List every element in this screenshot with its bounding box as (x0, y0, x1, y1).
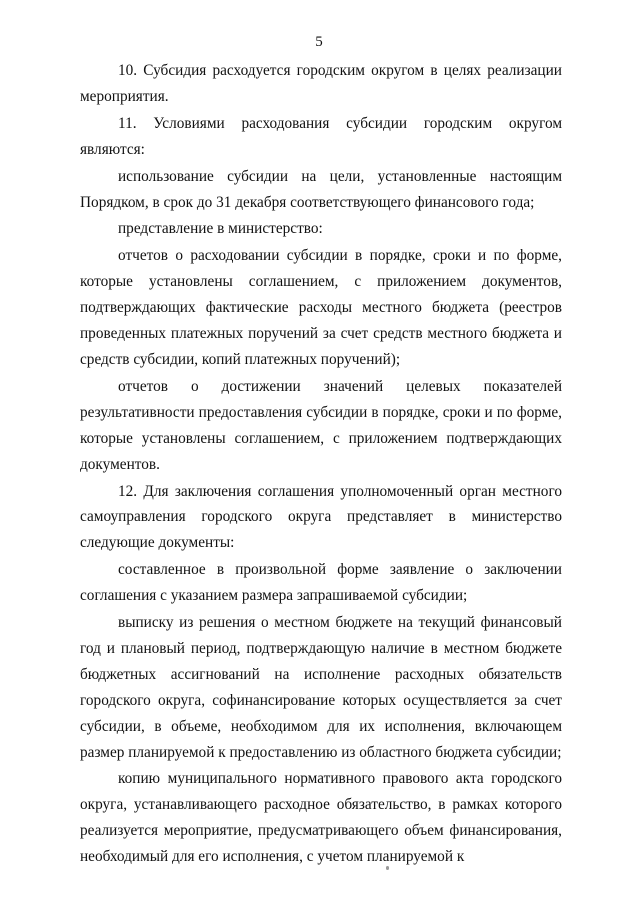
paragraph-11-performance-reports: отчетов о достижении значений целевых показателей результативности предоставления субсидии в порядке, сроки и по форме, которые установлены соглашением, с приложением подтверждающих документов. (80, 377, 562, 473)
paragraph-11-expense-reports: отчетов о расходовании субсидии в порядке, сроки и по форме, которые установлены соглашением, с приложением документов, подтверждающих фактические расходы местного бюджета (реестров проведенных платежных поручений за счет средств местного бюджета и средств субсидии, копий платежных поручений); (80, 247, 562, 368)
paragraph-11-usage: использование субсидии на цели, установленные настоящим Порядком, в срок до 31 декабря соответствующего финансового года; (80, 167, 562, 211)
paragraph-12-legal-act-copy: копию муниципального нормативного правового акта городского округа, устанавливающего расходное обязательство, в рамках которого реализуется мероприятие, предусматривающего объем финансирования, необходимый для его исполнения, с учетом планируемой к (80, 770, 562, 866)
paragraph-12-budget-extract: выписку из решения о местном бюджете на текущий финансовый год и плановый период, подтверждающую наличие в местном бюджете бюджетных ассигнований на исполнение расходных обязательств городского округа, софинансирование которых осуществляется за счет субсидии, в объеме, необходимом для их исполнения, включающем размер планируемой к предоставлению из областного бюджета субсидии; (80, 614, 562, 761)
paragraph-10: 10. Субсидия расходуется городским округом в целях реализации мероприятия. (80, 62, 562, 105)
paragraph-12: 12. Для заключения соглашения уполномоченный орган местного самоуправления городского округа представляет в министерство следующие документы: (80, 482, 562, 552)
page-number: 5 (315, 34, 323, 50)
scan-speck (386, 866, 389, 870)
paragraph-11: 11. Условиями расходования субсидии городским округом являются: (80, 114, 562, 158)
paragraph-11-submission: представление в министерство: (118, 220, 323, 238)
paragraph-12-application: составленное в произвольной форме заявление о заключении соглашения с указанием размера запрашиваемой субсидии; (80, 561, 562, 605)
document-body (80, 58, 562, 871)
